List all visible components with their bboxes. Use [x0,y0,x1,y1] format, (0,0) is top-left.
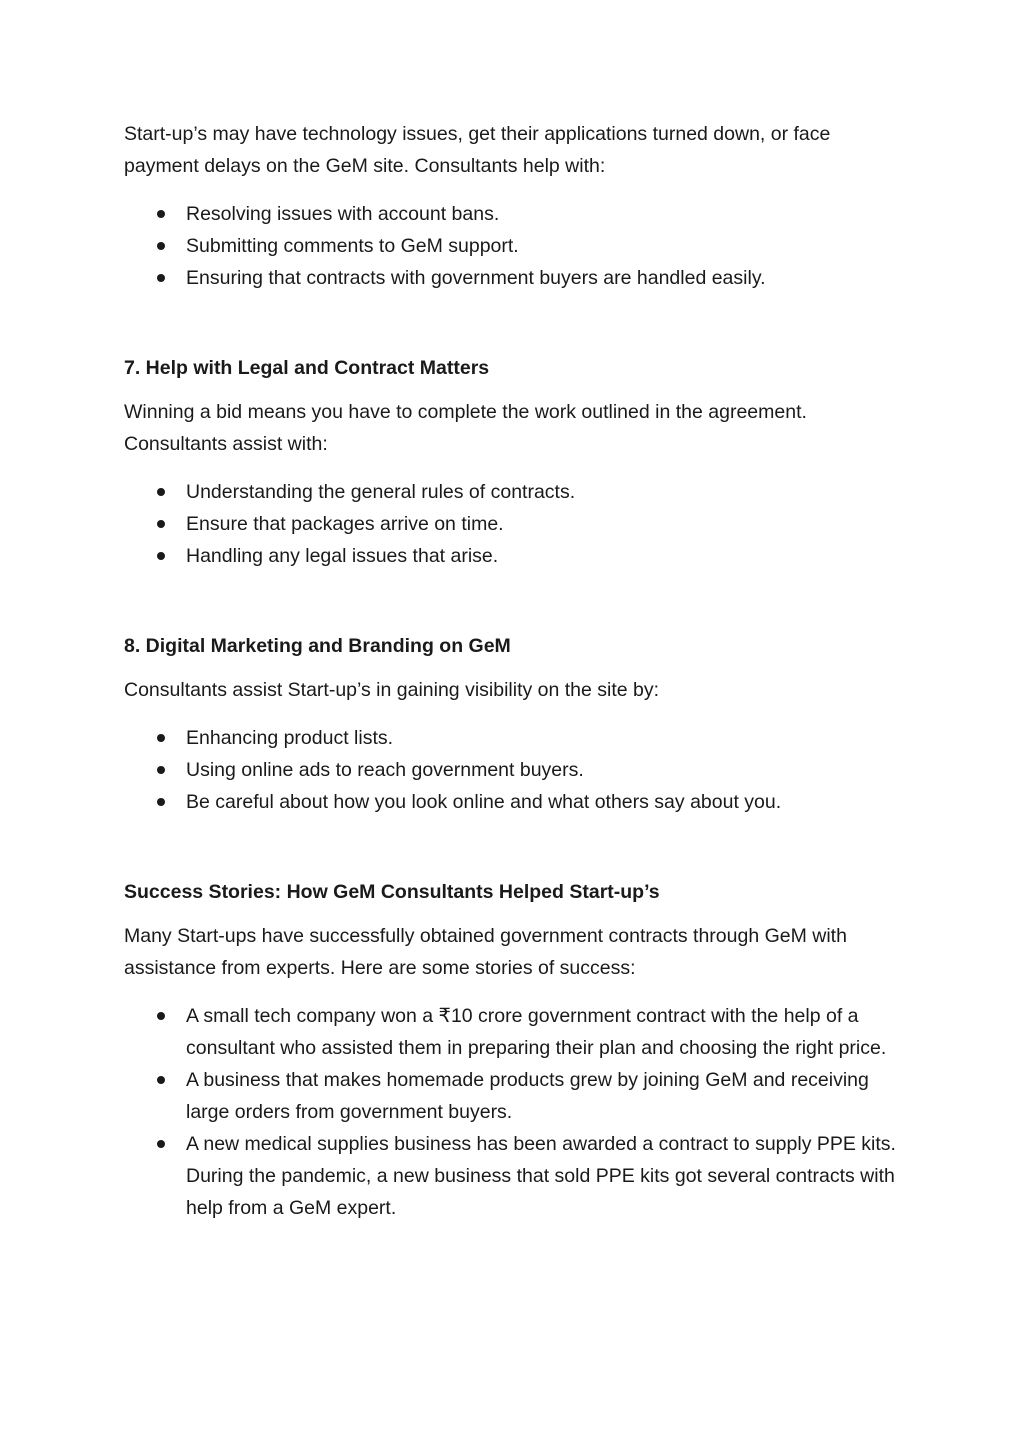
section-lead-paragraph: Consultants assist Start-up’s in gaining visibility on the site by: [124,679,660,701]
list-item: A new medical supplies business has been awarded a contract to supply PPE kits. During the pandemic, a new business that sold PPE kits got several contracts with help from a GeM expert. [124,1128,904,1224]
section-bullet-list [124,722,904,818]
list-item: A business that makes homemade products grew by joining GeM and receiving large orders from government buyers. [124,1064,904,1128]
section-bullet-list [124,1000,904,1224]
section-heading: 7. Help with Legal and Contract Matters [124,357,490,379]
list-item: Enhancing product lists. [124,722,904,754]
section-legal-contract [124,352,904,572]
list-item: Understanding the general rules of contracts. [124,476,904,508]
section-lead-paragraph: Many Start-ups have successfully obtained government contracts through GeM with assistance from experts. Here are some stories of success: [124,925,847,979]
section-bullet-list [124,476,904,572]
list-item: Using online ads to reach government buyers. [124,754,904,786]
list-item: Resolving issues with account bans. [124,198,904,230]
document-page [124,118,904,1224]
section-heading: 8. Digital Marketing and Branding on GeM [124,635,511,657]
list-item: Ensuring that contracts with government buyers are handled easily. [124,262,904,294]
list-item: Ensure that packages arrive on time. [124,508,904,540]
section-success-stories [124,876,904,1224]
list-item: A small tech company won a ₹10 crore government contract with the help of a consultant who assisted them in preparing their plan and choosing the right price. [124,1000,904,1064]
list-item: Handling any legal issues that arise. [124,540,904,572]
intro-bullet-list [124,198,904,294]
intro-paragraph: Start-up’s may have technology issues, get their applications turned down, or face payment delays on the GeM site. Consultants help with: [124,123,831,177]
list-item: Be careful about how you look online and what others say about you. [124,786,904,818]
section-lead-paragraph: Winning a bid means you have to complete the work outlined in the agreement. Consultants assist with: [124,401,807,455]
section-digital-marketing [124,630,904,818]
list-item: Submitting comments to GeM support. [124,230,904,262]
section-heading: Success Stories: How GeM Consultants Helped Start-up’s [124,881,660,903]
